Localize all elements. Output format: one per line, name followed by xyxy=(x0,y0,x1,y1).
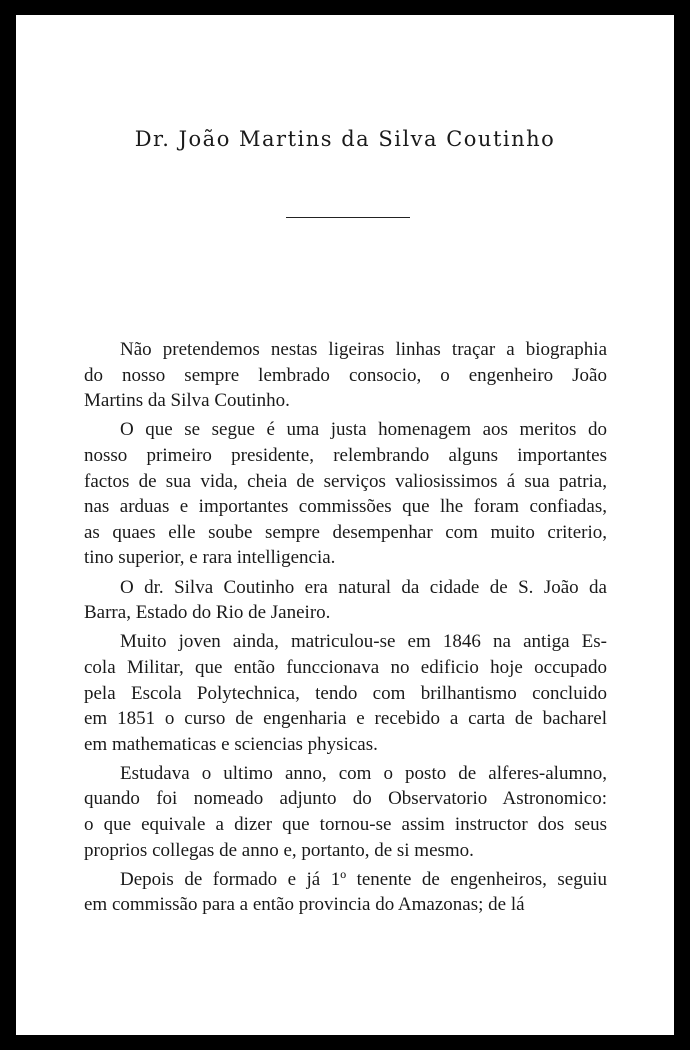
text-line: Não pretendemos nestas ligeiras linhas traçar a biographia xyxy=(120,339,607,360)
text-line: do nosso sempre lembrado consocio, o engenheiro João xyxy=(84,364,607,386)
text-line: tino superior, e rara intelligencia. xyxy=(84,547,336,569)
text-line: O que se segue é uma justa homenagem aos meritos do xyxy=(120,419,607,441)
paragraph xyxy=(84,867,607,918)
text-line: quando foi nomeado adjunto do Observatorio Astronomico: xyxy=(84,788,607,810)
title-divider xyxy=(286,217,410,218)
book-page xyxy=(16,15,674,1035)
text-line: Depois de formado e já 1º tenente de engenheiros, seguiu xyxy=(120,868,607,890)
page-title: Dr. João Martins da Silva Coutinho xyxy=(134,127,556,151)
text-line: em commissão para a então provincia do Amazonas; de lá xyxy=(84,894,525,916)
text-line: nas arduas e importantes commissões que lhe foram confiadas, xyxy=(84,496,607,518)
paragraph xyxy=(84,337,607,414)
text-line: Estudava o ultimo anno, com o posto de alferes-alumno, xyxy=(120,762,607,784)
text-line: proprios collegas de anno e, portanto, de si mesmo. xyxy=(84,839,474,861)
text-line: em 1851 o curso de engenharia e recebido a carta de bacharel xyxy=(84,708,607,730)
text-line: nosso primeiro presidente, relembrando alguns importantes xyxy=(84,444,607,466)
text-line: pela Escola Polytechnica, tendo com brilhantismo concluido xyxy=(84,682,607,704)
text-line: em mathematicas e sciencias physicas. xyxy=(84,733,378,755)
paragraph xyxy=(84,575,607,626)
text-line: cola Militar, que então funccionava no edificio hoje occupado xyxy=(84,656,607,678)
text-line: as quaes elle soube sempre desempenhar com muito criterio, xyxy=(84,521,607,543)
paragraph xyxy=(84,417,607,571)
text-line: o que equivale a dizer que tornou-se assim instructor dos seus xyxy=(84,814,607,836)
paragraph xyxy=(84,629,607,757)
text-line: Barra, Estado do Rio de Janeiro. xyxy=(84,602,331,624)
text-line: Martins da Silva Coutinho. xyxy=(84,390,290,412)
text-line: O dr. Silva Coutinho era natural da cidade de S. João da xyxy=(120,576,607,598)
paragraph xyxy=(84,761,607,863)
text-line: factos de sua vida, cheia de serviços valiosissimos á sua patria, xyxy=(84,470,607,492)
text-line: Muito joven ainda, matriculou-se em 1846 na antiga Es- xyxy=(120,631,607,653)
body-text xyxy=(84,337,607,922)
